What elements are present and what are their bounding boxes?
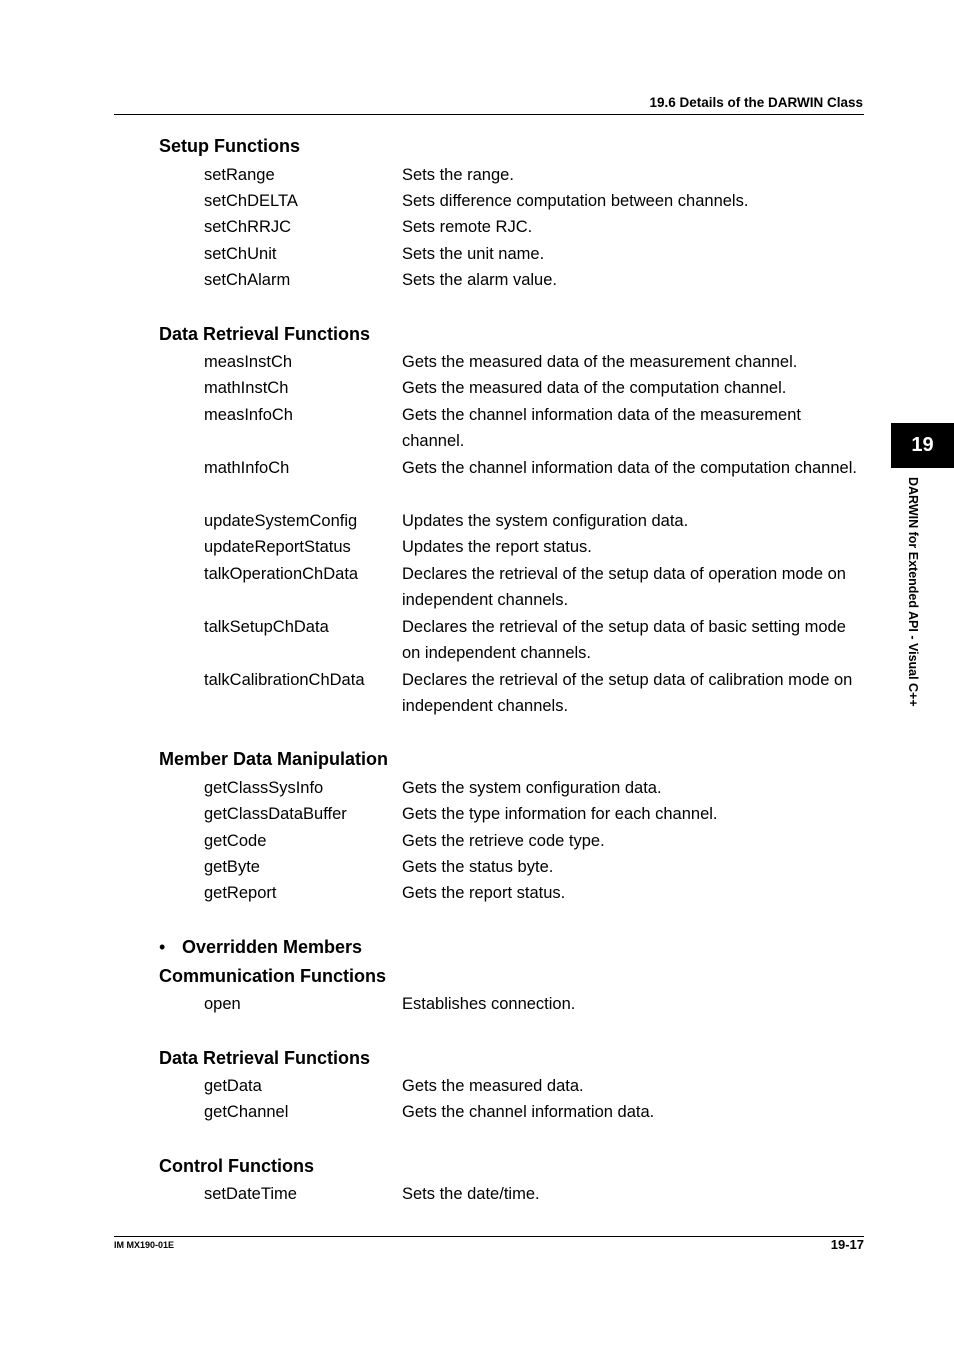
function-description: Gets the measured data of the measurement channel. (402, 353, 798, 371)
function-name: setChUnit (204, 245, 277, 263)
function-description: Gets the measured data. (402, 1077, 584, 1095)
function-description: Updates the report status. (402, 538, 592, 556)
overridden-members-heading (159, 937, 362, 958)
overridden-members-title: Overridden Members (182, 937, 363, 957)
function-description: Sets the unit name. (402, 245, 545, 263)
page-number: 19-17 (830, 1237, 864, 1252)
function-name: getByte (204, 858, 260, 876)
function-description: Declares the retrieval of the setup data of calibration mode on independent channels. (402, 671, 853, 716)
section-heading-data-retrieval-overridden: Data Retrieval Functions (159, 1048, 371, 1068)
section-heading-setup: Setup Functions (159, 136, 300, 156)
function-name: getClassSysInfo (204, 779, 324, 797)
function-name: measInstCh (204, 353, 293, 371)
chapter-side-title: DARWIN for Extended API - Visual C++ (906, 477, 920, 707)
bullet-icon: • (159, 937, 166, 957)
section-heading-data-retrieval: Data Retrieval Functions (159, 324, 371, 344)
section-heading-communication: Communication Functions (159, 966, 386, 986)
function-name: open (204, 995, 241, 1013)
function-description: Gets the channel information data. (402, 1103, 655, 1121)
function-description: Gets the channel information data of the measurement channel. (402, 406, 801, 451)
function-name: getData (204, 1077, 262, 1095)
function-name: setDateTime (204, 1185, 297, 1203)
function-description: Sets difference computation between channels. (402, 192, 749, 210)
function-name: getReport (204, 884, 277, 902)
function-description: Sets the alarm value. (402, 271, 557, 289)
function-description: Gets the status byte. (402, 858, 554, 876)
function-name: measInfoCh (204, 406, 293, 424)
function-description: Sets the date/time. (402, 1185, 540, 1203)
function-name: talkOperationChData (204, 565, 359, 583)
function-name: setChRRJC (204, 218, 292, 236)
document-id: IM MX190-01E (114, 1240, 175, 1250)
function-description: Gets the type information for each channel. (402, 805, 718, 823)
function-name: setRange (204, 166, 275, 184)
function-name: talkCalibrationChData (204, 671, 365, 689)
section-heading-control: Control Functions (159, 1156, 314, 1176)
running-header: 19.6 Details of the DARWIN Class (649, 95, 863, 110)
function-name: talkSetupChData (204, 618, 329, 636)
function-name: getChannel (204, 1103, 289, 1121)
function-name: getCode (204, 832, 267, 850)
function-description: Gets the channel information data of the computation channel. (402, 459, 857, 477)
function-description: Sets the range. (402, 166, 514, 184)
chapter-tab: 19 (891, 423, 954, 468)
function-description: Sets remote RJC. (402, 218, 533, 236)
function-description: Establishes connection. (402, 995, 576, 1013)
function-description: Gets the measured data of the computation channel. (402, 379, 787, 397)
function-name: setChAlarm (204, 271, 291, 289)
function-description: Gets the report status. (402, 884, 566, 902)
footer-rule (114, 1236, 864, 1237)
function-name: updateReportStatus (204, 538, 351, 556)
function-description: Gets the system configuration data. (402, 779, 662, 797)
function-name: setChDELTA (204, 192, 298, 210)
function-name: mathInstCh (204, 379, 289, 397)
function-name: getClassDataBuffer (204, 805, 347, 823)
function-description: Updates the system configuration data. (402, 512, 689, 530)
function-name: updateSystemConfig (204, 512, 358, 530)
function-description: Declares the retrieval of the setup data of operation mode on independent channels. (402, 565, 846, 610)
header-rule (114, 114, 864, 115)
function-name: mathInfoCh (204, 459, 290, 477)
function-description: Declares the retrieval of the setup data of basic setting mode on independent channels. (402, 618, 846, 663)
section-heading-member-data: Member Data Manipulation (159, 749, 389, 769)
function-description: Gets the retrieve code type. (402, 832, 605, 850)
